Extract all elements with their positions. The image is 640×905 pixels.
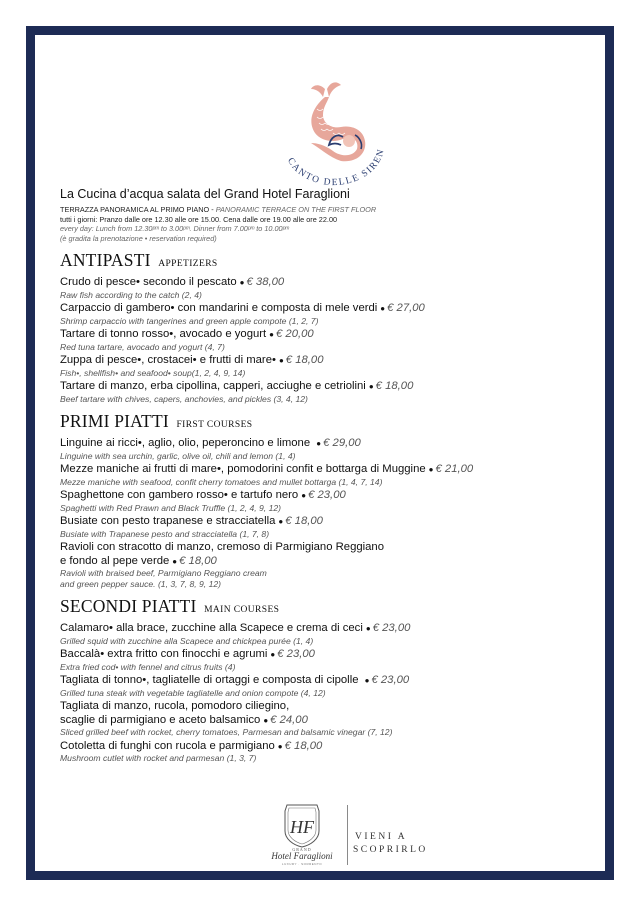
footer-cta [353, 831, 428, 857]
menu-item [60, 700, 605, 738]
section-title-it: SECONDI PIATTI [60, 596, 197, 616]
bullet-icon: ● [172, 556, 178, 566]
dish-name: Baccalà• extra fritto con finocchi e agrumi [60, 648, 268, 660]
hours-it: tutti i giorni: Pranzo dalle ore 12.30 alle ore 15.00. Cena dalle ore 19.00 alle ore 22.00 [60, 214, 338, 224]
logo-small-text: GRAND [292, 847, 312, 852]
menu-item [60, 674, 605, 698]
dish-description: Ravioli with braised beef, Parmigiano Reggiano cream [60, 568, 267, 578]
section-antipasti [60, 251, 605, 404]
dish-price: € 38,00 [246, 276, 285, 288]
dish-description: Beef tartare with chives, capers, anchovies, and pickles (3, 4, 12) [60, 393, 308, 404]
dish-description: Grilled tuna steak with vegetable tagliatelle and onion compote (4, 12) [60, 687, 326, 698]
bullet-icon: ● [368, 382, 374, 391]
dish-name: scaglie di parmigiano e aceto balsamico [60, 713, 261, 726]
bullet-icon: ● [301, 491, 307, 500]
menu-content [60, 187, 605, 766]
dish-description: Shrimp carpaccio with tangerines and green apple compote (1, 2, 7) [60, 315, 319, 326]
dish-description: Extra fried cod• with fennel and citrus fruits (4) [60, 661, 236, 672]
reservation-note: (è gradita la prenotazione • reservation required) [60, 233, 217, 243]
dish-name: Calamaro• alla brace, zucchine alla Scapece e crema di ceci [60, 622, 363, 634]
menu-item [60, 740, 605, 764]
bullet-icon: ● [365, 624, 371, 633]
dish-price: € 21,00 [435, 463, 474, 475]
section-title [60, 412, 605, 434]
dish-description: Busiate with Trapanese pesto and stracciatella (1, 7, 8) [60, 528, 270, 539]
menu-item [60, 489, 605, 513]
dish-name: e fondo al pepe verde [60, 554, 170, 567]
bullet-icon: ● [278, 356, 284, 365]
dish-name: Tartare di manzo, erba cipollina, capperi, acciughe e cetriolini [60, 380, 366, 392]
menu-item [60, 648, 605, 672]
dish-description: Fish•, shellfish• and seafood• soup(1, 2, 4, 9, 14) [60, 367, 246, 378]
section-title-en: FIRST COURSES [176, 420, 253, 430]
dish-description: Grilled squid with zucchine alla Scapece and chickpea purée (1, 4) [60, 635, 314, 646]
section-title-en: APPETIZERS [158, 259, 218, 269]
dish-price: € 18,00 [179, 554, 217, 567]
dish-price: € 27,00 [387, 302, 425, 314]
dish-description: Spaghetti with Red Prawn and Black Truffle (1, 2, 4, 9, 12) [60, 502, 282, 513]
bullet-icon: ● [364, 676, 370, 685]
hotel-crest-icon [267, 801, 337, 867]
dish-name: Crudo di pesce• secondo il pescato [60, 276, 237, 288]
menu-page [35, 35, 605, 871]
menu-item [60, 276, 605, 300]
dish-name: Cotoletta di funghi con rucola e parmigiano [60, 739, 275, 752]
bullet-icon: ● [428, 465, 434, 474]
footer-cta-line1: VIENI A [355, 832, 408, 842]
section-title-it: ANTIPASTI [60, 250, 151, 270]
menu-item [60, 328, 605, 352]
terrace-separator: - [209, 205, 216, 214]
dish-name: Carpaccio di gambero• con mandarini e composta di mele verdi [60, 302, 378, 314]
dish-price: € 23,00 [308, 489, 346, 501]
dish-price: € 18,00 [284, 739, 323, 752]
logo-monogram: HF [290, 817, 314, 837]
section-title [60, 597, 605, 619]
dish-price: € 18,00 [285, 354, 324, 366]
dish-description: Linguine with sea urchin, garlic, olive oil, chili and lemon (1, 4) [60, 450, 296, 461]
bullet-icon: ● [380, 304, 386, 313]
page-frame [26, 26, 614, 880]
menu-item [60, 622, 605, 646]
section-secondi-piatti [60, 597, 605, 764]
menu-item [60, 302, 605, 326]
section-title [60, 251, 605, 273]
dish-name: Mezze maniche ai frutti di mare•, pomodorini confit e bottarga di Muggine [60, 463, 426, 475]
terrace-it: TERRAZZA PANORAMICA AL PRIMO PIANO [60, 205, 210, 214]
dish-name: Spaghettone con gambero rosso• e tartufo nero [60, 489, 299, 501]
bullet-icon: ● [277, 741, 283, 751]
menu-item [60, 541, 605, 589]
hours-en: every day: Lunch from 12.30ᵖᵐ to 3.00ᵖᵐ. Dinner from 7.00ᵖᵐ to 10.00ᵖᵐ [60, 224, 289, 233]
bullet-icon: ● [270, 650, 276, 659]
svg-text:CANTO DELLE SIRENE [267, 57, 387, 188]
dish-price: € 23,00 [371, 674, 410, 686]
dish-price: € 20,00 [276, 328, 314, 340]
mermaid-icon [267, 57, 397, 197]
dish-description: Mezze maniche with seafood, confit cherry tomatoes and mullet bottarga (1, 4, 7, 14) [60, 476, 383, 487]
menu-item [60, 354, 605, 378]
dish-price: € 29,00 [323, 437, 361, 449]
bullet-icon: ● [269, 330, 275, 339]
dish-name: Tartare di tonno rosso•, avocado e yogurt [60, 328, 267, 340]
logo-tag: LUXURY · SORRENTO [281, 862, 323, 866]
bullet-icon: ● [239, 278, 245, 287]
hotel-logo [267, 801, 337, 867]
dish-description: Mushroom cutlet with rocket and parmesan (1, 3, 7) [60, 753, 257, 763]
restaurant-title: La Cucina d’acqua salata del Grand Hotel Faraglioni [60, 187, 350, 201]
dish-price: € 18,00 [285, 515, 323, 527]
logo-name: Hotel Faraglioni [271, 851, 333, 861]
section-title-en: MAIN COURSES [204, 605, 280, 615]
logo-arc-text: CANTO DELLE SIREN [284, 147, 387, 189]
footer-divider [347, 805, 348, 865]
dish-description-line2: and green pepper sauce. (1, 3, 7, 8, 9, 12) [60, 578, 222, 589]
dish-description: Red tuna tartare, avocado and yogurt (4, 7) [60, 341, 225, 352]
menu-item [60, 380, 605, 404]
dish-name: Busiate con pesto trapanese e stracciatella [60, 515, 276, 527]
menu-item [60, 463, 605, 487]
menu-item [60, 437, 605, 461]
dish-price: € 23,00 [277, 648, 315, 660]
footer-cta-line2: SCOPRIRLO [353, 845, 428, 855]
bullet-icon: ● [316, 439, 322, 448]
bullet-icon: ● [263, 715, 269, 725]
terrace-line [60, 205, 605, 215]
dish-price: € 23,00 [372, 622, 411, 634]
dish-price: € 18,00 [375, 380, 414, 392]
terrace-en: PANORAMIC TERRACE ON THE FIRST FLOOR [215, 205, 377, 214]
bullet-icon: ● [278, 517, 284, 526]
dish-name: Tagliata di tonno•, tagliatelle di ortaggi e composta di cipolle [60, 674, 362, 686]
dish-name: Zuppa di pesce•, crostacei• e frutti di mare• [60, 354, 276, 366]
dish-price: € 24,00 [270, 713, 308, 726]
dish-name: Linguine ai ricci•, aglio, olio, peperoncino e limone [60, 437, 314, 449]
dish-description: Raw fish according to the catch (2, 4) [60, 289, 202, 300]
dish-name-line1: Ravioli con stracotto di manzo, cremoso di Parmigiano Reggiano [60, 541, 385, 553]
dish-name-line1: Tagliata di manzo, rucola, pomodoro ciliegino, [60, 700, 290, 712]
section-title-it: PRIMI PIATTI [60, 411, 169, 431]
header-logo [267, 57, 397, 197]
menu-item [60, 515, 605, 539]
dish-description: Sliced grilled beef with rocket, cherry tomatoes, Parmesan and balsamic vinegar (7, 12) [60, 727, 393, 737]
section-primi-piatti [60, 412, 605, 589]
